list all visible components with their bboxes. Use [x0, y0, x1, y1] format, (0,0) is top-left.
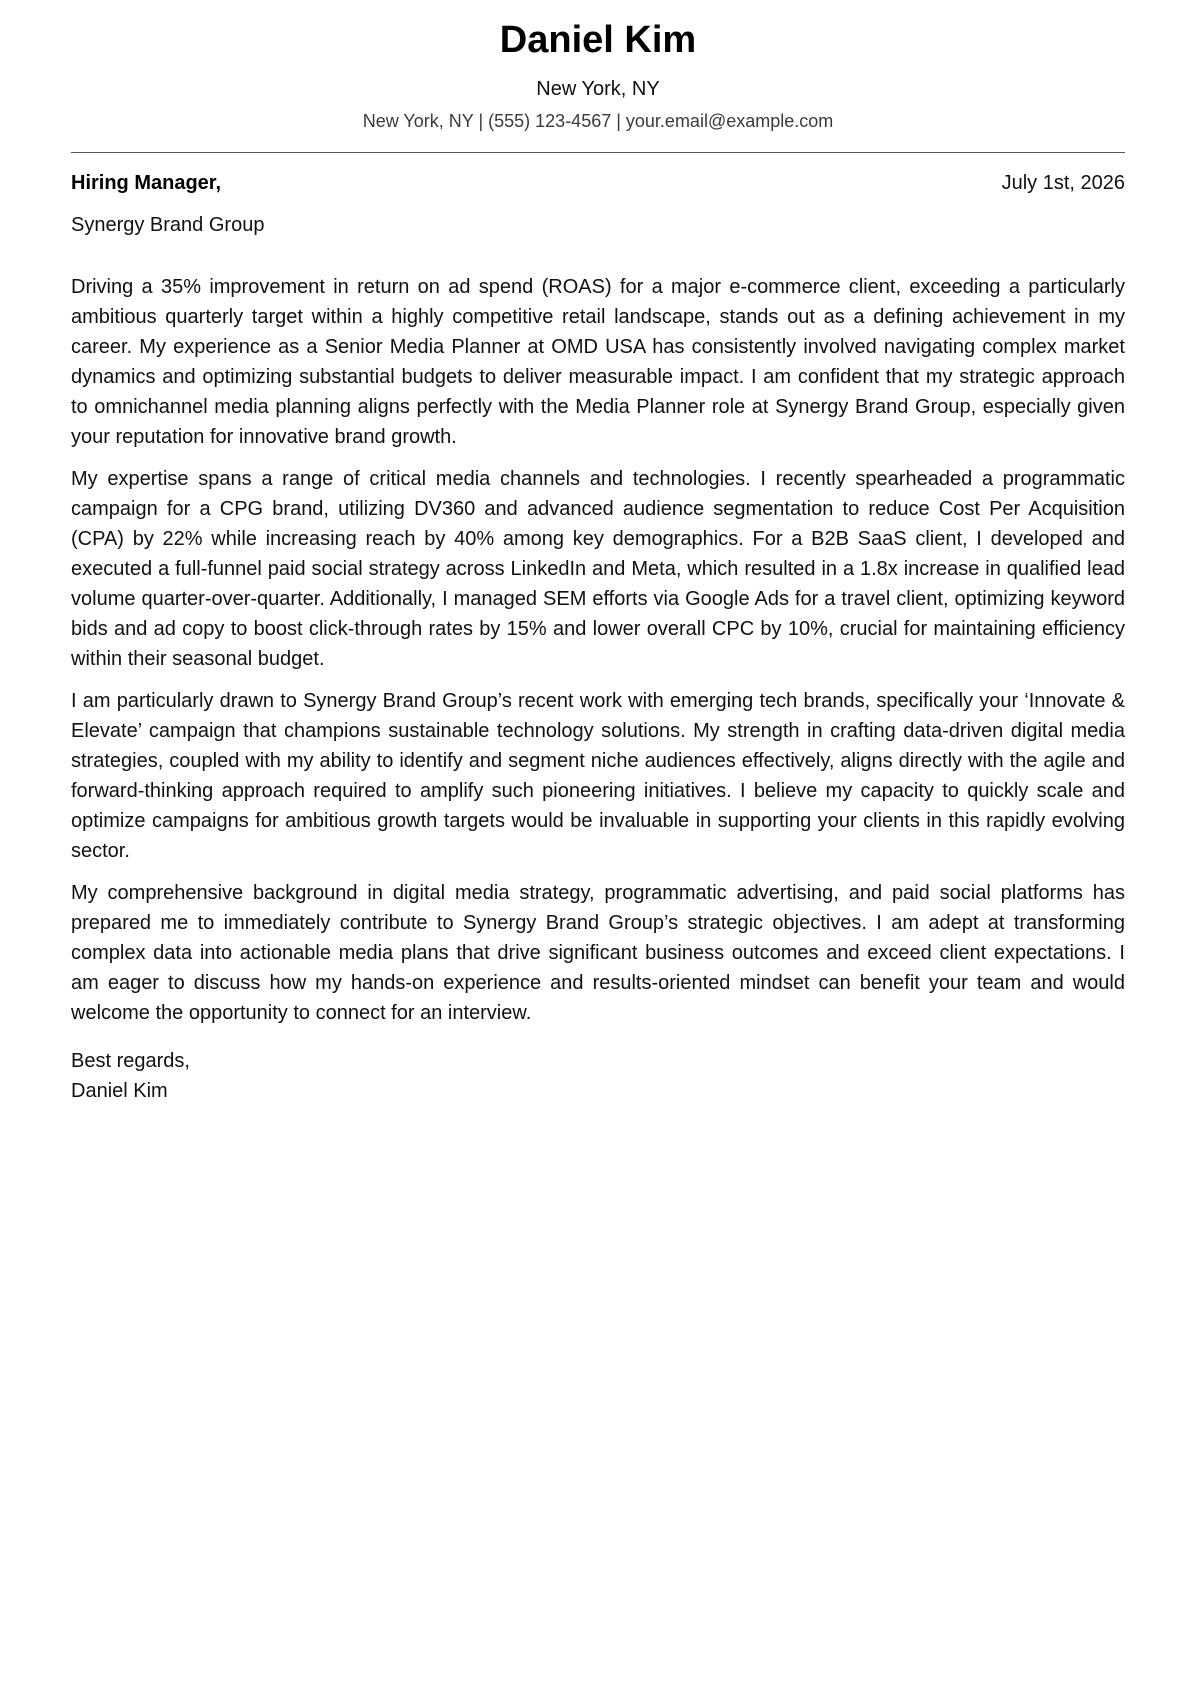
header-divider: [71, 152, 1125, 153]
letter-header: [71, 0, 1125, 133]
closing-phrase: Best regards,: [71, 1050, 190, 1072]
body-paragraph: Driving a 35% improvement in return on ad spend (ROAS) for a major e-commerce client, exceeding a particularly ambitious quarterly target within a highly competitive retail landscape, stands out as a defining achievement in my career. My experience as a Senior Media Planner at OMD USA has consistently involved navigating complex market dynamics and optimizing substantial budgets to deliver measurable impact. I am confident that my strategic approach to omnichannel media planning aligns perfectly with the Media Planner role at Synergy Brand Group, especially given your reputation for innovative brand growth.: [71, 276, 1125, 448]
body-paragraph: I am particularly drawn to Synergy Brand Group’s recent work with emerging tech brands, specifically your ‘Innovate & Elevate’ campaign that champions sustainable technology solutions. My strength in crafting data-driven digital media strategies, coupled with my ability to identify and segment niche audiences effectively, aligns directly with the agile and forward-thinking approach required to amplify such pioneering initiatives. I believe my capacity to quickly scale and optimize campaigns for ambitious growth targets would be invaluable in supporting your clients in this rapidly evolving sector.: [71, 690, 1125, 862]
recipient-company: Synergy Brand Group: [71, 214, 265, 236]
sender-contact-line: New York, NY | (555) 123-4567 | your.email@example.com: [362, 111, 834, 131]
letter-body: [71, 272, 1125, 1028]
letter-closing-block: [71, 1046, 1125, 1106]
sender-name: Daniel Kim: [499, 19, 697, 61]
signature-name: Daniel Kim: [71, 1080, 168, 1102]
cover-letter-page: [71, 0, 1125, 1106]
recipient-date-row: [71, 170, 1125, 196]
letter-date: July 1st, 2026: [1001, 172, 1125, 194]
body-paragraph: My expertise spans a range of critical media channels and technologies. I recently spearheaded a programmatic campaign for a CPG brand, utilizing DV360 and advanced audience segmentation to reduce Cost Per Acquisition (CPA) by 22% while increasing reach by 40% among key demographics. For a B2B SaaS client, I developed and executed a full-funnel paid social strategy across LinkedIn and Meta, which resulted in a 1.8x increase in qualified lead volume quarter-over-quarter. Additionally, I managed SEM efforts via Google Ads for a travel client, optimizing keyword bids and ad copy to boost click-through rates by 15% and lower overall CPC by 10%, crucial for maintaining efficiency within their seasonal budget.: [71, 468, 1125, 670]
recipient-salutation: Hiring Manager,: [71, 172, 222, 194]
body-paragraph: My comprehensive background in digital media strategy, programmatic advertising, and paid social platforms has prepared me to immediately contribute to Synergy Brand Group’s strategic objectives. I am adept at transforming complex data into actionable media plans that drive significant business outcomes and exceed client expectations. I am eager to discuss how my hands-on experience and results-oriented mindset can benefit your team and would welcome the opportunity to connect for an interview.: [71, 882, 1125, 1024]
sender-location: New York, NY: [536, 78, 660, 100]
